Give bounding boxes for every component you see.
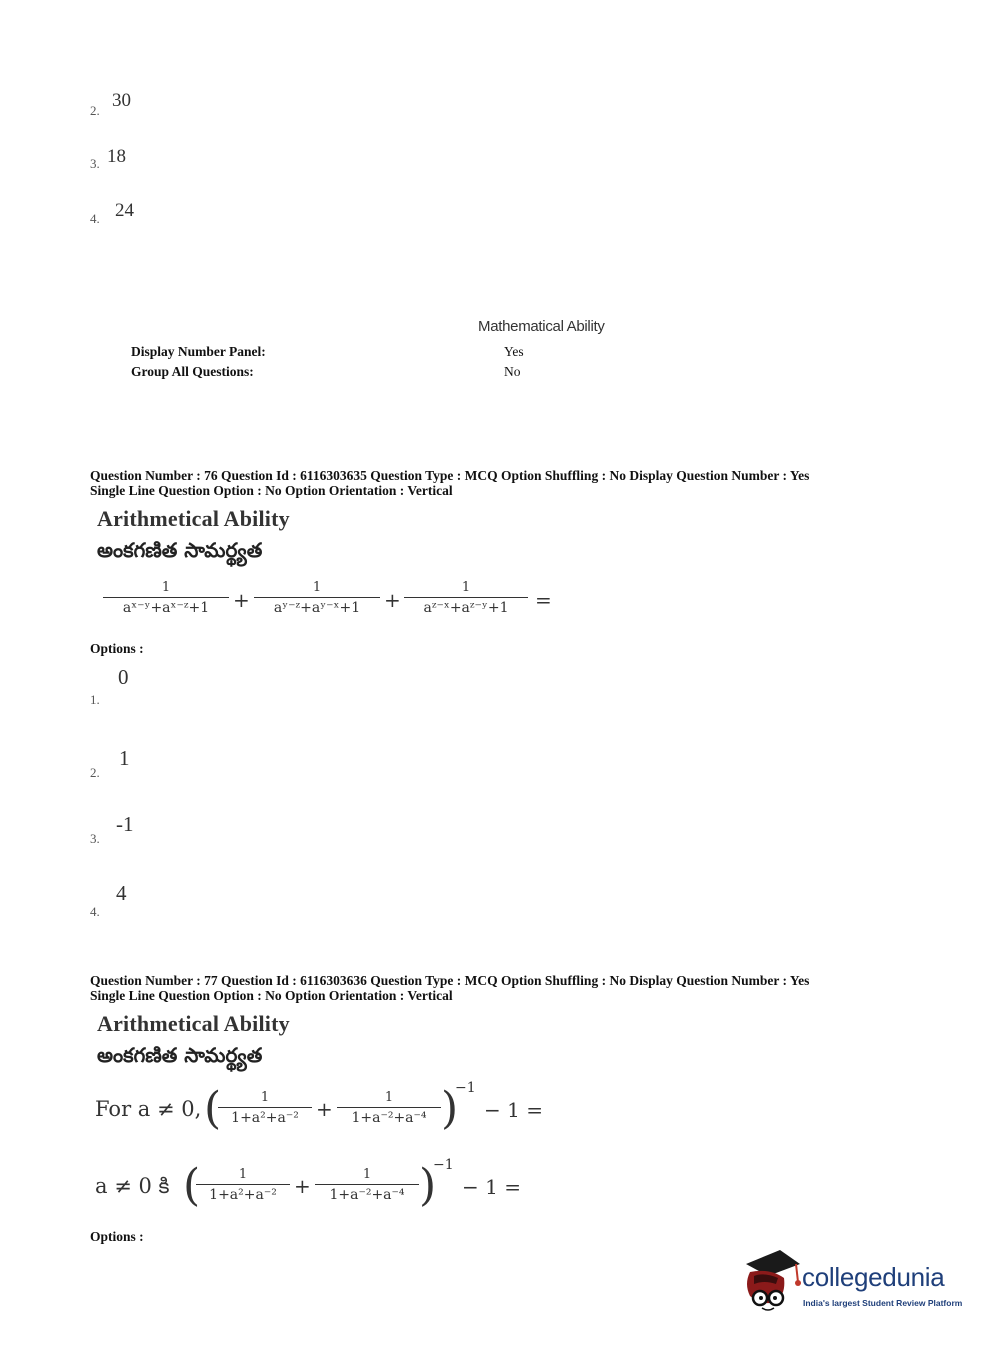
question-meta-line2: Single Line Question Option : No Option Orientation : Vertical: [90, 988, 453, 1003]
collegedunia-logo[interactable]: [740, 1248, 970, 1318]
option-number: 3.: [90, 156, 100, 171]
expression-prefix: For a ≠ 0,: [95, 1097, 202, 1121]
display-number-panel-label: Display Number Panel:: [131, 344, 266, 359]
option-number: 4.: [90, 904, 100, 919]
question-meta-line2: Single Line Question Option : No Option Orientation : Vertical: [90, 483, 453, 498]
fraction: 1 aʸ⁻ᶻ+aʸ⁻ˣ+1: [254, 580, 380, 616]
fraction: 1 1+a⁻²+a⁻⁴: [315, 1167, 419, 1203]
exponent: −1: [433, 1157, 454, 1173]
question-meta-line1: Question Number : 76 Question Id : 6116303635 Question Type : MCQ Option Shuffling : No Display Question Number : Yes: [90, 468, 810, 483]
option-value: 1: [119, 746, 130, 770]
plus-sign: +: [316, 1097, 333, 1121]
question-meta: [90, 468, 809, 498]
question-meta-line1: Question Number : 77 Question Id : 6116303636 Question Type : MCQ Option Shuffling : No Display Question Number : Yes: [90, 973, 810, 988]
option-number: 3.: [90, 831, 100, 846]
close-paren: ): [441, 1083, 459, 1134]
options-label: Options :: [90, 641, 144, 656]
option-value: 4: [116, 881, 127, 905]
fraction: 1 1+a²+a⁻²: [218, 1090, 312, 1126]
options-label: Options :: [90, 1229, 144, 1244]
option-value: 0: [118, 665, 129, 689]
question-subject-en: Arithmetical Ability: [97, 1011, 290, 1036]
group-all-questions-value: No: [504, 364, 521, 379]
fraction: 1 1+a²+a⁻²: [196, 1167, 290, 1203]
exponent: −1: [455, 1080, 476, 1096]
option-value: 30: [112, 90, 131, 111]
section-name: Mathematical Ability: [478, 318, 605, 335]
question-subject-te: అంకగణిత సామర్థ్యత: [97, 1043, 263, 1067]
option-number: 2.: [90, 765, 100, 780]
fraction: 1 aᶻ⁻ˣ+aᶻ⁻ʸ+1: [404, 580, 528, 616]
open-paren: (: [183, 1160, 201, 1211]
question-meta: [90, 973, 809, 1003]
option-value: 24: [115, 200, 134, 221]
expression-tail: − 1 =: [462, 1175, 521, 1199]
equals-sign: =: [535, 588, 552, 612]
close-paren: ): [419, 1160, 437, 1211]
fraction: 1 aˣ⁻ʸ+aˣ⁻ᶻ+1: [103, 580, 229, 616]
plus-sign: +: [294, 1174, 311, 1198]
option-number: 4.: [90, 211, 100, 226]
question-subject-te: అంకగణిత సామర్థ్యత: [97, 538, 263, 562]
logo-brand-text: collegedunia: [802, 1262, 945, 1292]
question-subject-en: Arithmetical Ability: [97, 506, 290, 531]
display-number-panel-value: Yes: [504, 344, 524, 359]
option-value: -1: [116, 812, 134, 836]
plus-sign: +: [233, 588, 250, 612]
option-number: 2.: [90, 103, 100, 118]
expression-tail: − 1 =: [484, 1098, 543, 1122]
plus-sign: +: [384, 588, 401, 612]
group-all-questions-label: Group All Questions:: [131, 364, 254, 379]
expression-prefix: a ≠ 0 కి: [95, 1174, 170, 1198]
option-number: 1.: [90, 692, 100, 707]
open-paren: (: [204, 1083, 222, 1134]
mascot-icon: [740, 1248, 802, 1314]
option-value: 18: [107, 146, 126, 167]
fraction: 1 1+a⁻²+a⁻⁴: [337, 1090, 441, 1126]
logo-tagline: India's largest Student Review Platform: [803, 1298, 963, 1308]
